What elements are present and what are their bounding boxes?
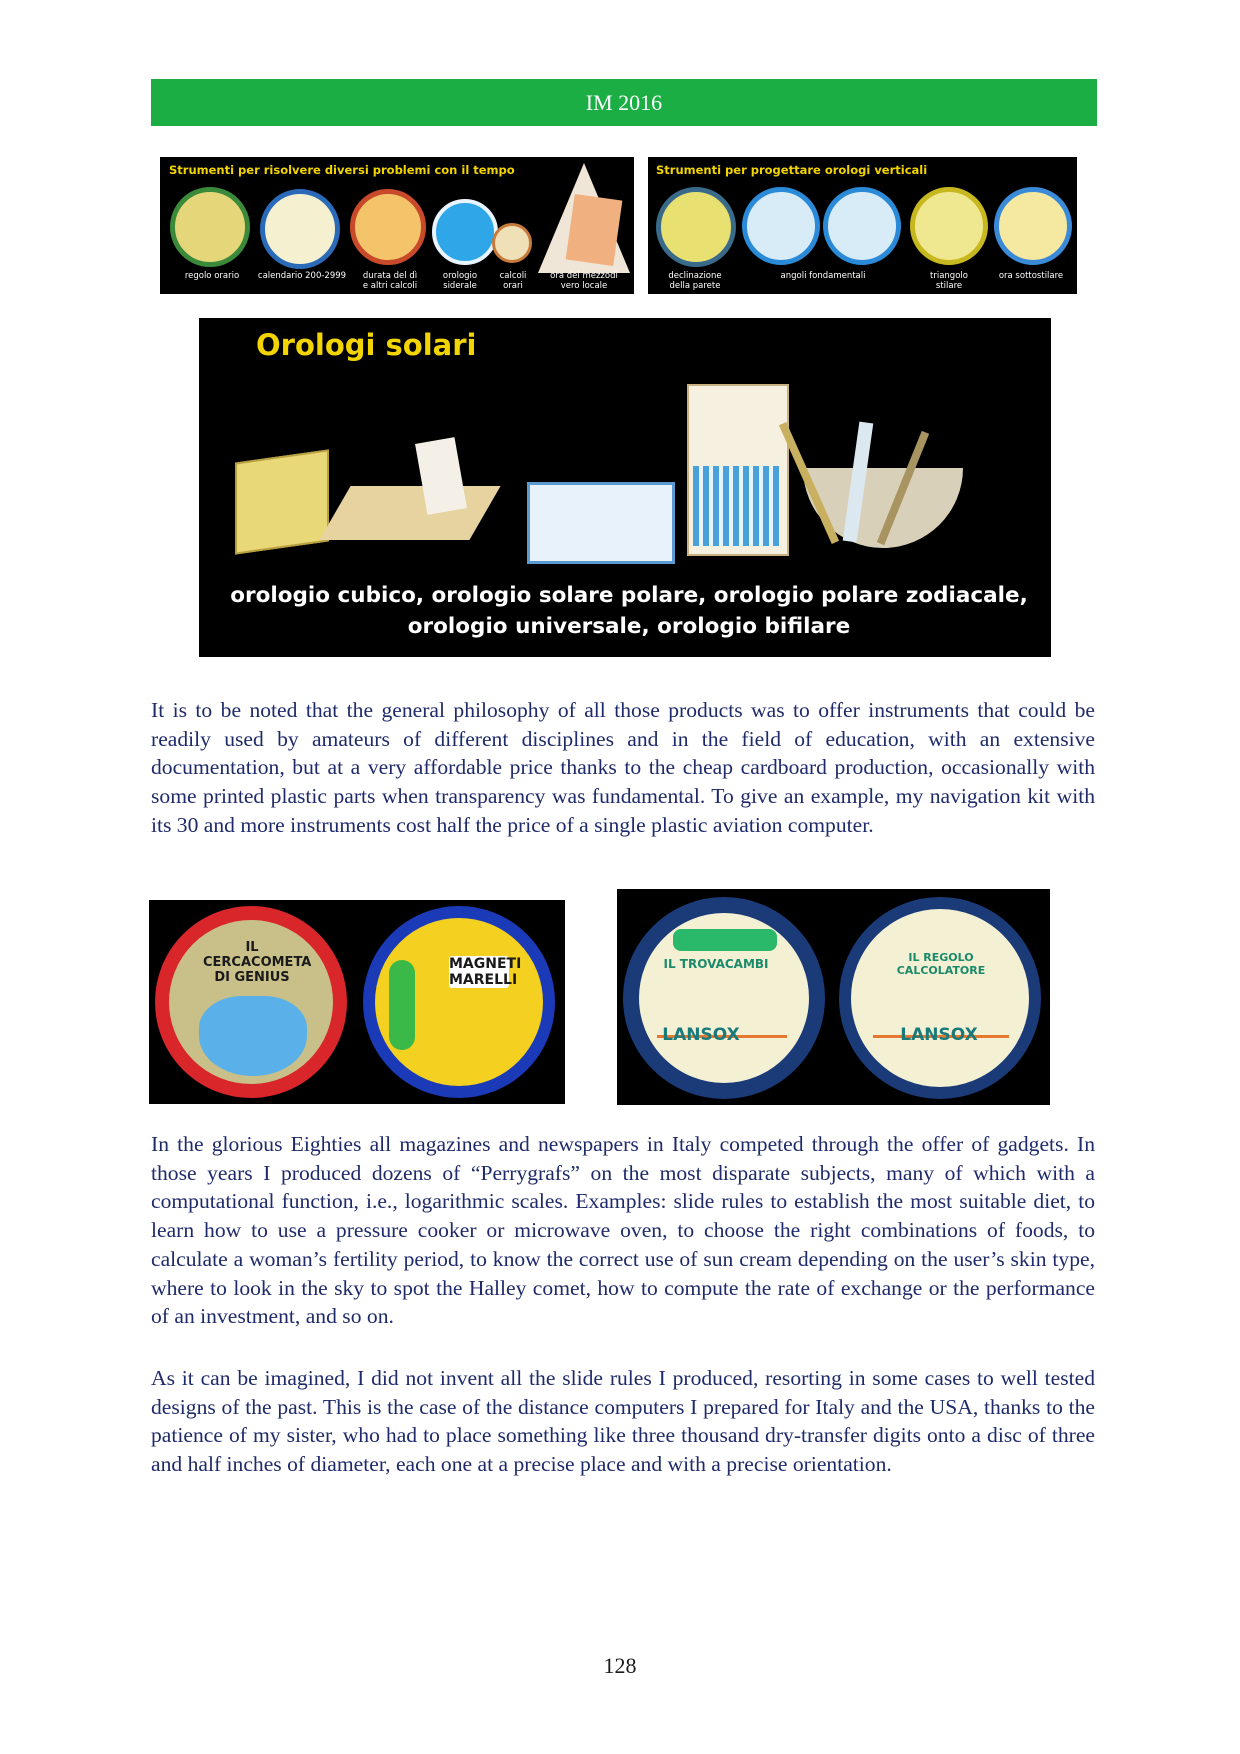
tempo-instruments-image bbox=[160, 157, 634, 294]
caption-durata: durata del dì e altri calcoli bbox=[362, 271, 418, 291]
caption-calendario: calendario 200-2999 bbox=[257, 271, 347, 281]
orologi-solari-caption bbox=[199, 580, 1051, 642]
calendario-disc bbox=[260, 189, 340, 269]
orologio-siderale-disc bbox=[432, 199, 498, 265]
trovacambi-green-band bbox=[673, 929, 777, 951]
header-title: IM 2016 bbox=[585, 89, 663, 115]
regolo-calcolatore-title: IL REGOLO CALCOLATORE bbox=[896, 951, 986, 977]
angoli-disc-2 bbox=[823, 187, 901, 265]
calcoli-orari-disc bbox=[492, 223, 532, 263]
caption-orologio-siderale: orologio siderale bbox=[442, 271, 478, 291]
marelli-label: MAGNETI MARELLI bbox=[449, 956, 522, 988]
page-number: 128 bbox=[603, 1653, 637, 1678]
caption-sottostilare: ora sottostilare bbox=[998, 271, 1064, 281]
cercacometa-label: IL CERCACOMETA DI GENIUS bbox=[203, 940, 312, 985]
mezzodi-triangle-accent bbox=[566, 194, 623, 266]
caption-regolo-orario: regolo orario bbox=[184, 271, 240, 281]
trovacambi-title: IL TROVACAMBI bbox=[663, 957, 769, 971]
orologi-solari-image bbox=[199, 318, 1051, 657]
universal-sundial-bars bbox=[693, 466, 779, 546]
caption-declinazione: declinazione della parete bbox=[668, 271, 722, 291]
paragraph-philosophy: It is to be noted that the general philosophy of all those products was to offer instruments that could be readily used by amateurs of different disciplines and in the field of education, with an extensive documentation, but at a very affordable price thanks to the cheap cardboard production, occasionally with some printed plastic parts when transparency was fundamental. To give an example, my navigation kit with its 30 and more instruments cost half the price of a single plastic aviation computer. bbox=[151, 698, 1095, 837]
caption-angoli: angoli fondamentali bbox=[780, 271, 866, 281]
lansox-image bbox=[617, 889, 1050, 1105]
trovacambi-brand: LANSOX bbox=[662, 1025, 740, 1045]
solari-caption-line-2: orologio universale, orologio bifilare bbox=[407, 614, 851, 639]
cube-sundial-shape bbox=[235, 449, 329, 554]
sottostilare-disc bbox=[994, 187, 1072, 265]
cercacometa-sky-shape bbox=[199, 996, 307, 1076]
verticali-instruments-image bbox=[648, 157, 1077, 294]
caption-triangolo: triangolo stilare bbox=[930, 271, 968, 291]
tempo-panel-title: Strumenti per risolvere diversi problemi con il tempo bbox=[169, 163, 515, 177]
caption-mezzodi: ora del mezzodì vero locale bbox=[550, 271, 618, 291]
angoli-disc-1 bbox=[742, 187, 820, 265]
zodiacal-sundial-shape bbox=[527, 482, 675, 564]
durata-disc bbox=[350, 189, 426, 265]
polar-sundial-shape bbox=[319, 486, 500, 540]
regolo-calcolatore-disc bbox=[839, 897, 1041, 1099]
orologi-solari-title: Orologi solari bbox=[256, 328, 477, 362]
paragraph-eighties: In the glorious Eighties all magazines and newspapers in Italy competed through the offer of gadgets. In those years I produced dozens of “Perrygrafs” on the most disparate subjects, many of which with a computational function, i.e., logarithmic scales. Examples: slide rules to establish the most suitable diet, to learn how to use a pressure cooker or microwave oven, to choose the right combinations of foods, to calculate a woman’s fertility period, to know the correct use of sun cream depending on the user’s skin type, where to look in the sky to spot the Halley comet, how to compute the rate of exchange or the performance of an investment, and so on. bbox=[151, 1132, 1095, 1329]
caption-calcoli-orari: calcoli orari bbox=[499, 271, 527, 291]
marelli-green-arc bbox=[389, 960, 415, 1050]
regolo-orario-disc bbox=[170, 187, 250, 267]
regolo-calcolatore-brand: LANSOX bbox=[900, 1025, 978, 1045]
page-header-bar bbox=[151, 79, 1097, 126]
paragraph-slide-rules: As it can be imagined, I did not invent all the slide rules I produced, resorting in some cases to well tested designs of the past. This is the case of the distance computers I prepared for Italy and the USA, thanks to the patience of my sister, who had to place something like three thousand dry-transfer digits onto a disc of three and half inches of diameter, each one at a precise place and with a precise orientation. bbox=[151, 1366, 1095, 1477]
declinazione-disc bbox=[656, 187, 736, 267]
genius-marelli-image bbox=[149, 900, 565, 1104]
solari-caption-line-1: orologio cubico, orologio solare polare, orologio polare zodiacale, bbox=[230, 583, 1028, 608]
verticali-panel-title: Strumenti per progettare orologi verticali bbox=[656, 163, 928, 177]
triangolo-disc bbox=[910, 187, 988, 265]
trovacambi-disc bbox=[623, 897, 825, 1099]
